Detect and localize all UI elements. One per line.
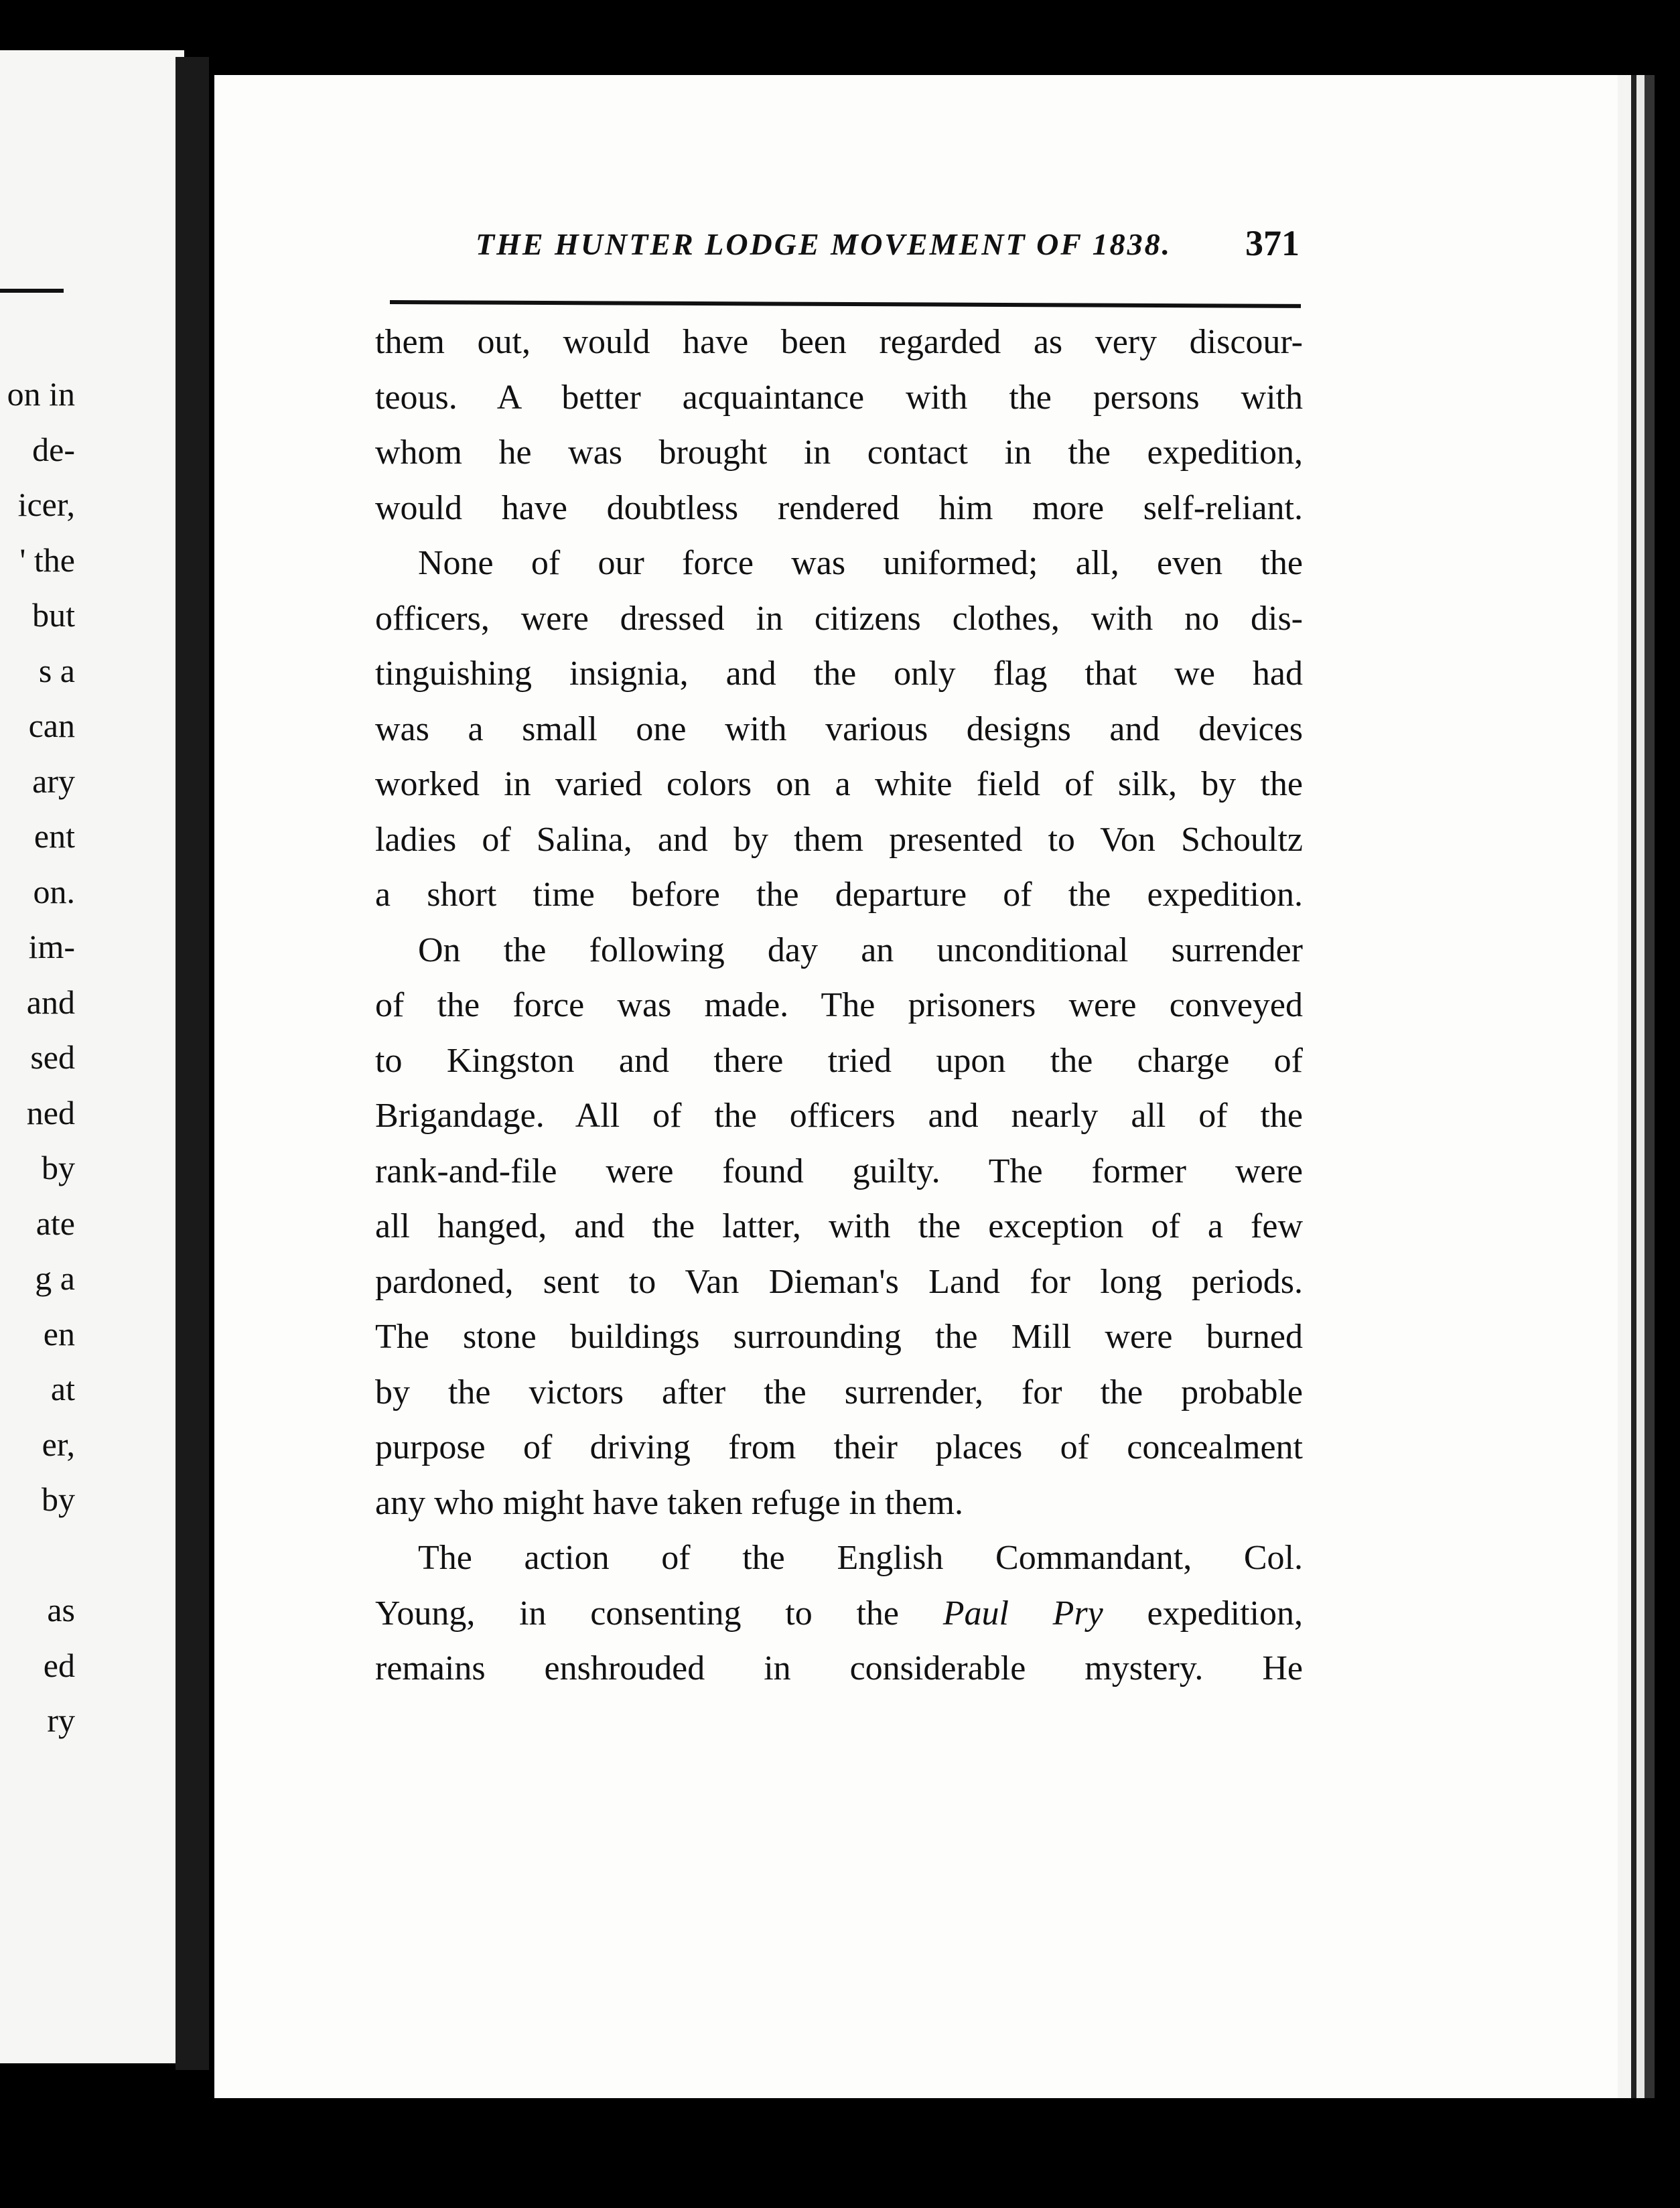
text-line: a short time before the departure of the expedition.	[375, 876, 1303, 914]
facing-page-rule	[0, 289, 64, 293]
page-number: 371	[1245, 223, 1300, 263]
text-line: all hanged, and the latter, with the exception of a few	[375, 1207, 1303, 1245]
facing-page-line: icer,	[17, 486, 75, 523]
text-line: Brigandage. All of the officers and nearly all of the	[375, 1097, 1303, 1135]
facing-page-line: g a	[35, 1259, 75, 1297]
text-line: was a small one with various designs and devices	[375, 709, 1303, 748]
running-head	[476, 214, 1300, 275]
page-edge	[1618, 75, 1655, 2098]
text-line: teous. A better acquaintance with the persons with	[375, 378, 1303, 417]
facing-page-line	[0, 1527, 75, 1583]
facing-page-line: ary	[32, 762, 75, 800]
text-line	[375, 1586, 1303, 1642]
facing-page-line: ned	[26, 1093, 75, 1131]
facing-page-line: ' the	[19, 541, 75, 579]
facing-page-line: ate	[36, 1204, 75, 1242]
text-line: ladies of Salina, and by them presented to Von Schoultz	[375, 820, 1303, 859]
facing-page-line: but	[32, 596, 75, 634]
text-line: them out, would have been regarded as very discour-	[375, 323, 1303, 361]
body-text	[375, 315, 1303, 1697]
text-line: by the victors after the surrender, for the probable	[375, 1373, 1303, 1411]
text-line: any who might have taken refuge in them.	[375, 1483, 963, 1522]
text-line: The stone buildings surrounding the Mill were burned	[375, 1318, 1303, 1356]
text-line: whom he was brought in contact in the expedition,	[375, 433, 1303, 472]
text-line-part: Young, in consenting to the	[375, 1594, 943, 1633]
facing-page-line: ed	[43, 1646, 75, 1684]
text-line: tinguishing insignia, and the only flag that we had	[375, 654, 1303, 693]
facing-page-line: on.	[33, 872, 75, 910]
facing-page-line: at	[50, 1370, 75, 1407]
facing-page-fragment	[0, 50, 184, 2063]
text-line: remains enshrouded in considerable mystery. He	[375, 1649, 1303, 1687]
text-line: to Kingston and there tried upon the charge of	[375, 1041, 1303, 1080]
facing-page-line: by	[42, 1149, 75, 1186]
text-line: The action of the English Commandant, Col.	[418, 1539, 1303, 1577]
facing-page-line: de-	[32, 430, 75, 468]
text-line: would have doubtless rendered him more self-reliant.	[375, 488, 1303, 527]
italic-title: Paul Pry	[942, 1594, 1103, 1633]
facing-page-line: im-	[28, 928, 75, 965]
text-line: of the force was made. The prisoners were conveyed	[375, 986, 1303, 1024]
facing-page-line: en	[43, 1314, 75, 1353]
facing-page-line: on in	[7, 375, 75, 413]
facing-page-line: er,	[42, 1425, 75, 1463]
text-line: On the following day an unconditional surrender	[418, 930, 1303, 969]
facing-page-line: s a	[38, 651, 75, 689]
text-line: rank-and-file were found guilty. The former were	[375, 1152, 1303, 1190]
running-title: THE HUNTER LODGE MOVEMENT OF 1838.	[476, 227, 1172, 261]
text-line: purpose of driving from their places of concealment	[375, 1428, 1303, 1466]
facing-page-line: sed	[30, 1038, 75, 1076]
facing-page-text	[0, 366, 75, 1748]
facing-page-line: as	[47, 1591, 75, 1629]
facing-page-line: ry	[47, 1702, 75, 1739]
text-line-part: expedition,	[1103, 1594, 1303, 1633]
facing-page-line: by	[42, 1480, 75, 1518]
facing-page-line: ent	[33, 817, 75, 855]
text-line: officers, were dressed in citizens clothes, with no dis-	[375, 599, 1303, 638]
text-line: pardoned, sent to Van Dieman's Land for long periods.	[375, 1262, 1303, 1301]
text-line: None of our force was uniformed; all, even the	[418, 544, 1303, 582]
book-spine	[176, 57, 209, 2070]
facing-page-line: and	[26, 983, 75, 1021]
text-line: worked in varied colors on a white field of silk, by the	[375, 765, 1303, 803]
facing-page-line: can	[28, 707, 75, 744]
